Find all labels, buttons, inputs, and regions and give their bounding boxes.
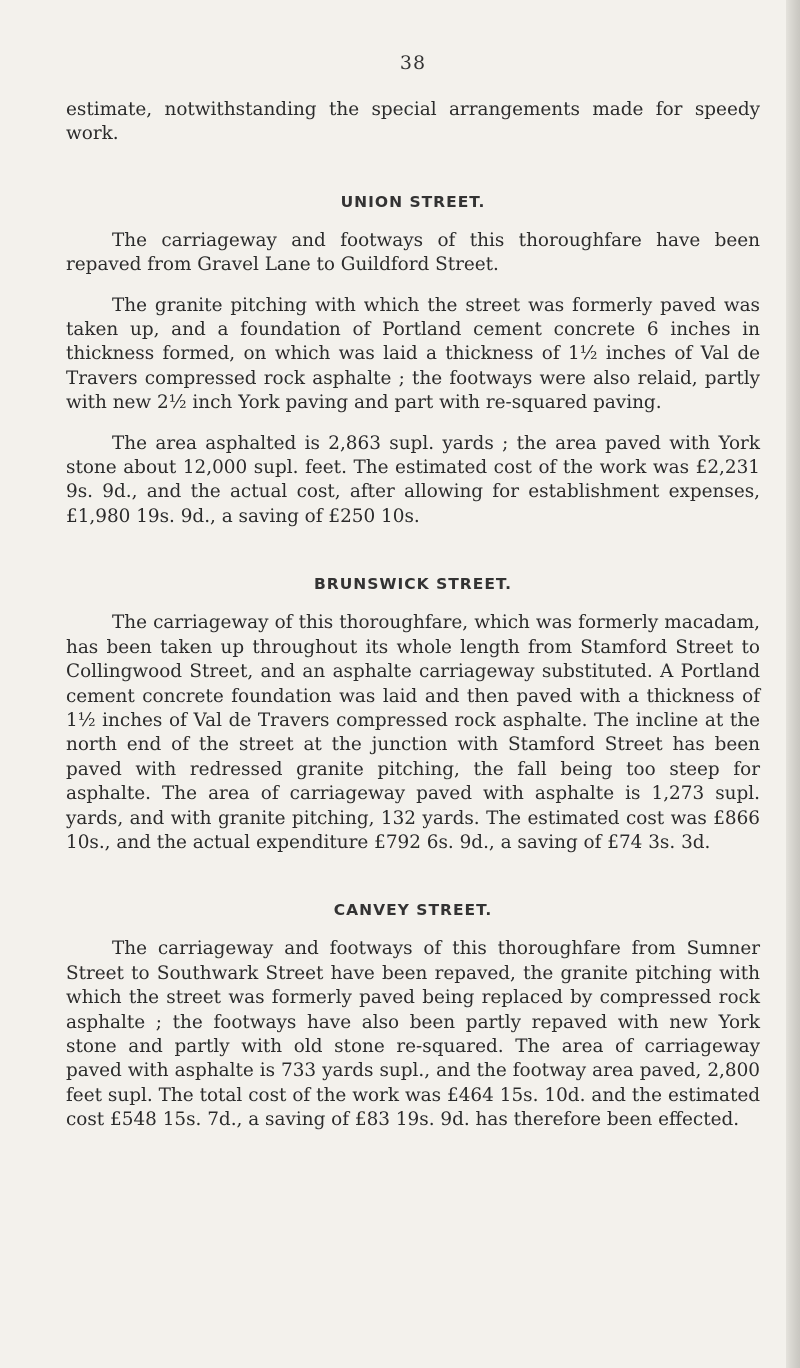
section-brunswick-street (66, 575, 760, 855)
section-gap (66, 147, 760, 193)
page-number: 38 (399, 52, 427, 74)
section-canvey-street (66, 901, 760, 1132)
section-gap (66, 529, 760, 575)
section-union-street (66, 193, 760, 529)
document-page (66, 52, 760, 1133)
paragraph: The carriageway of this thoroughfare, which was formerly macadam, has been taken up throughout its whole length from Stamford Street to Collingwood Street, and an asphalte carriageway substituted. A Portland cement concrete foundation was laid and then paved with a thickness of 1½ inches of Val de Travers compressed rock asphalte. The incline at the north end of the street at the junction with Stamford Street has been paved with redressed granite pitching, the fall being too steep for asphalte. The area of carriageway paved with asphalte is 1,273 supl. yards, and with granite pitching, 132 yards. The estimated cost was £866 10s., and the actual expenditure £792 6s. 9d., a saving of £74 3s. 3d. (66, 612, 760, 853)
page-edge-shadow (786, 0, 800, 1368)
section-heading: CANVEY STREET. (333, 901, 493, 920)
section-gap (66, 855, 760, 901)
paragraph: The carriageway and footways of this thoroughfare from Sumner Street to Southwark Street have been repaved, the granite pitching with which the street was formerly paved being replaced by compressed rock asphalte ; the footways have also been partly repaved with new York stone and partly with old stone re-squared. The area of carriageway paved with asphalte is 733 yards supl., and the footway area paved, 2,800 feet supl. The total cost of the work was £464 15s. 10d. and the estimated cost £548 15s. 7d., a saving of £83 19s. 9d. has therefore been effected. (66, 938, 760, 1131)
paragraph: The granite pitching with which the street was formerly paved was taken up, and a foundation of Portland cement concrete 6 inches in thickness formed, on which was laid a thickness of 1½ inches of Val de Travers compressed rock asphalte ; the footways were also relaid, partly with new 2½ inch York paving and part with re-squared paving. (66, 294, 760, 414)
paragraph: The area asphalted is 2,863 supl. yards ; the area paved with York stone about 12,000 supl. feet. The estimated cost of the work was £2,231 9s. 9d., and the actual cost, after allowing for establishment expenses, £1,980 19s. 9d., a saving of £250 10s. (66, 432, 760, 527)
paragraph-gap (66, 416, 760, 432)
paragraph-gap (66, 278, 760, 294)
intro-paragraph: estimate, notwithstanding the special arrangements made for speedy work. (66, 99, 760, 145)
paragraph: The carriageway and footways of this thoroughfare have been repaved from Gravel Lane to Guildford Street. (66, 229, 760, 276)
section-heading: UNION STREET. (340, 192, 486, 211)
section-heading: BRUNSWICK STREET. (313, 575, 513, 594)
